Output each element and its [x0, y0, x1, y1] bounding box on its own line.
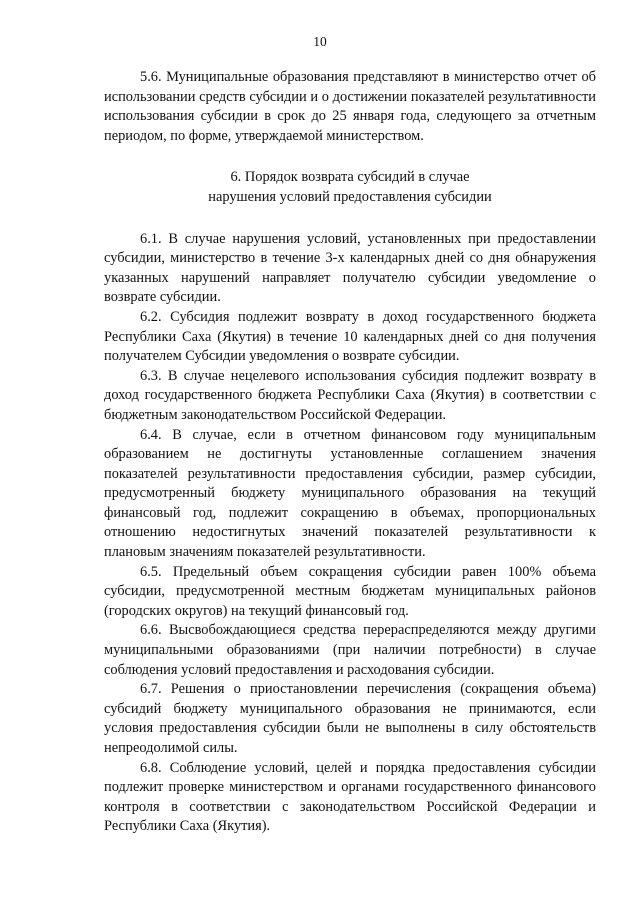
paragraph-6-4: 6.4. В случае, если в отчетном финансовом году муниципальным образованием не достигнуты установленные соглашением значения показателей результативности предоставления субсидии, размер субсидии, предусмотренный бюджету муниципального образования на текущий финансовый год, подлежит сокращению в объемах, пропорциональных отношению недостигнутых значений показателей результативности к плановым значениям показателей результативности. [104, 426, 596, 561]
section-heading-line-1: 6. Порядок возврата субсидий в случае [230, 169, 470, 186]
paragraph-6-8: 6.8. Соблюдение условий, целей и порядка предоставления субсидии подлежит проверке министерством и органами государственного финансового контроля в соответствии с законодательством Российской Федерации и Республики Саха (Якутия). [104, 759, 596, 835]
paragraph-6-1: 6.1. В случае нарушения условий, установленных при предоставлении субсидии, министерство в течение 3-х календарных дней со дня обнаружения указанных нарушений направляет получателю субсидии уведомление о возврате субсидии. [104, 230, 596, 306]
paragraph-6-3: 6.3. В случае нецелевого использования субсидия подлежит возврату в доход государственного бюджета Республики Саха (Якутия) в соответствии с бюджетным законодательством Российской Федерации. [104, 367, 596, 423]
paragraph-6-7: 6.7. Решения о приостановлении перечисления (сокращения объема) субсидий бюджету муниципального образования не принимаются, если условия предоставления субсидии были не выполнены в силу обстоятельств непреодолимой силы. [104, 681, 596, 756]
section-heading [104, 168, 596, 207]
section-heading-line-2: нарушения условий предоставления субсидии [208, 188, 492, 205]
paragraph-6-6: 6.6. Высвобождающиеся средства перераспределяются между другими муниципальными образованиями (при наличии потребности) в случае соблюдения условий предоставления и расходования субсидии. [104, 622, 596, 678]
paragraph-6-5: 6.5. Предельный объем сокращения субсидии равен 100% объема субсидии, предусмотренной местным бюджетам муниципальных районов (городских округов) на текущий финансовый год. [104, 563, 596, 619]
document-body [104, 68, 596, 837]
paragraph-6-2: 6.2. Субсидия подлежит возврату в доход государственного бюджета Республики Саха (Якутия) в течение 10 календарных дней со дня получения получателем Субсидии уведомления о возврате субсидии. [104, 308, 596, 365]
page-number: 10 [313, 34, 327, 49]
paragraph-5-6: 5.6. Муниципальные образования представляют в министерство отчет об использовании средств субсидии и о достижении показателей результативности использования субсидии в срок до 25 января года, следующего за отчетным периодом, по форме, утверждаемой министерством. [104, 69, 596, 144]
